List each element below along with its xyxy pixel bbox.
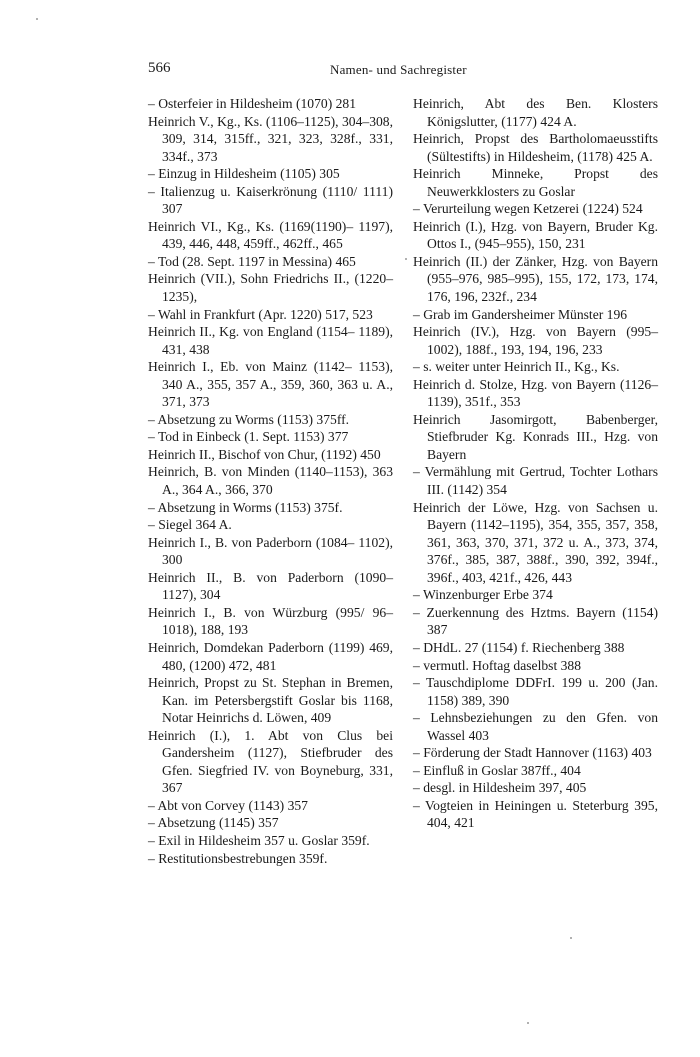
index-entry: Heinrich II., Kg. von England (1154– 1189), 431, 438	[148, 324, 393, 357]
index-entry: – Winzenburger Erbe 374	[413, 587, 553, 603]
index-column-left	[148, 95, 393, 867]
index-entry: Heinrich, B. von Minden (1140–1153), 363 A., 364 A., 366, 370	[148, 464, 393, 498]
index-entry: – Zuerkennung des Hztms. Bayern (1154) 387	[413, 604, 658, 638]
index-entry: – Absetzung in Worms (1153) 375f.	[148, 499, 343, 515]
index-entry: Heinrich V., Kg., Ks. (1106–1125), 304–308, 309, 314, 315ff., 321, 323, 328f., 331, 334f., 373	[148, 113, 393, 164]
index-entry: – Exil in Hildesheim 357 u. Goslar 359f.	[148, 832, 370, 848]
index-entry: Heinrich (IV.), Hzg. von Bayern (995– 1002), 188f., 193, 194, 196, 233	[413, 324, 658, 357]
index-entry: – Verurteilung wegen Ketzerei (1224) 524	[413, 201, 643, 217]
index-entry: – Tod (28. Sept. 1197 in Messina) 465	[148, 253, 356, 269]
index-entry: Heinrich II., B. von Paderborn (1090– 1127), 304	[148, 569, 393, 603]
index-entry: Heinrich (I.), Hzg. von Bayern, Bruder Kg. Ottos I., (945–955), 150, 231	[413, 218, 658, 252]
index-entry: Heinrich, Propst zu St. Stephan in Bremen, Kan. im Petersbergstift Goslar bis 1168, Notar Heinrichs d. Löwen, 409	[148, 675, 393, 726]
index-entry: Heinrich I., Eb. von Mainz (1142– 1153), 340 A., 355, 357 A., 359, 360, 363 u. A., 371, 373	[148, 359, 393, 410]
index-entry: Heinrich VI., Kg., Ks. (1169(1190)– 1197), 439, 446, 448, 459ff., 462ff., 465	[148, 218, 393, 252]
index-entry: – Restitutionsbestrebungen 359f.	[148, 850, 328, 866]
index-column-right	[413, 95, 658, 832]
page-number: 566	[148, 60, 171, 76]
index-entry: Heinrich (II.) der Zänker, Hzg. von Bayern (955–976, 985–995), 155, 172, 173, 174, 176, 196, 232f., 234	[413, 253, 658, 305]
index-entry: Heinrich I., B. von Würzburg (995/ 96–1018), 188, 193	[148, 604, 393, 638]
scan-speck	[527, 1022, 529, 1024]
index-entry: Heinrich Minneke, Propst des Neuwerkklosters zu Goslar	[413, 166, 658, 199]
scan-speck	[36, 18, 38, 20]
index-entry: Heinrich d. Stolze, Hzg. von Bayern (1126–1139), 351f., 353	[413, 376, 658, 410]
index-entry: Heinrich der Löwe, Hzg. von Sachsen u. Bayern (1142–1195), 354, 355, 357, 358, 361, 363, 370, 371, 372 u. A., 373, 374, 376f., 385, 387, 388f., 390, 392, 394f., 396f., 403, 421f., 426, 443	[413, 499, 658, 585]
index-entry: – desgl. in Hildesheim 397, 405	[413, 780, 587, 796]
index-entry: – Vogteien in Heiningen u. Steterburg 395, 404, 421	[413, 797, 658, 831]
index-entry: Heinrich (VII.), Sohn Friedrichs II., (1220–1235),	[148, 271, 393, 305]
index-entry: – Siegel 364 A.	[148, 517, 232, 533]
index-entry: – Tauschdiplome DDFrI. 199 u. 200 (Jan. 1158) 389, 390	[413, 675, 658, 708]
index-entry: – vermutl. Hoftag daselbst 388	[413, 657, 582, 673]
index-entry: Heinrich (I.), 1. Abt von Clus bei Gandersheim (1127), Stiefbruder des Gfen. Siegfried IV. von Boyneburg, 331, 367	[148, 727, 393, 796]
index-entry: Heinrich, Abt des Ben. Klosters Königslutter, (1177) 424 A.	[413, 96, 658, 129]
index-entry: – Tod in Einbeck (1. Sept. 1153) 377	[148, 429, 349, 445]
index-entry: – Einzug in Hildesheim (1105) 305	[148, 166, 340, 182]
scan-speck	[570, 937, 572, 939]
index-entry: – Osterfeier in Hildesheim (1070) 281	[148, 96, 357, 111]
index-entry: – Einfluß in Goslar 387ff., 404	[413, 762, 581, 778]
index-entry: Heinrich, Domdekan Paderborn (1199) 469, 480, (1200) 472, 481	[148, 639, 393, 673]
index-entry: – Vermählung mit Gertrud, Tochter Lothars III. (1142) 354	[413, 464, 658, 498]
index-entry: Heinrich II., Bischof von Chur, (1192) 450	[148, 446, 381, 462]
index-entry: Heinrich, Propst des Bartholomaeusstifts (Sültestifts) in Hildesheim, (1178) 425 A.	[413, 131, 658, 164]
scan-speck	[405, 258, 407, 260]
index-entry: – s. weiter unter Heinrich II., Kg., Ks.	[413, 359, 620, 375]
index-entry: Heinrich Jasomirgott, Babenberger, Stiefbruder Kg. Konrads III., Hzg. von Bayern	[413, 411, 658, 462]
index-entry: – Wahl in Frankfurt (Apr. 1220) 517, 523	[148, 306, 373, 322]
index-entry: – Förderung der Stadt Hannover (1163) 403	[413, 745, 652, 761]
index-entry: – DHdL. 27 (1154) f. Riechenberg 388	[413, 639, 625, 655]
index-entry: – Absetzung (1145) 357	[148, 815, 279, 831]
index-entry: – Grab im Gandersheimer Münster 196	[413, 306, 628, 322]
index-entry: – Abt von Corvey (1143) 357	[148, 797, 308, 813]
index-entry: – Absetzung zu Worms (1153) 375ff.	[148, 411, 350, 427]
running-head: Namen- und Sachregister	[330, 62, 467, 77]
index-entry: Heinrich I., B. von Paderborn (1084– 1102), 300	[148, 534, 393, 568]
index-entry: – Lehnsbeziehungen zu den Gfen. von Wassel 403	[413, 710, 658, 743]
index-entry: – Italienzug u. Kaiserkrönung (1110/ 1111) 307	[148, 183, 393, 217]
